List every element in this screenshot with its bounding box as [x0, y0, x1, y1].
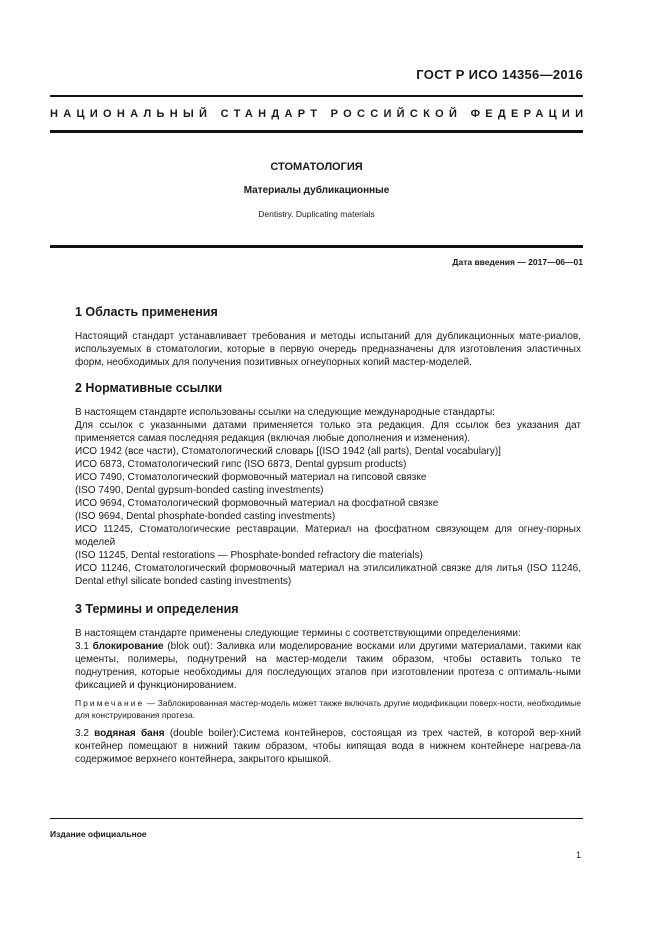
english-title: Dentistry. Duplicating materials — [258, 209, 375, 219]
document-title: СТОМАТОЛОГИЯ — [270, 161, 363, 173]
section-scope — [75, 305, 581, 369]
reference-line: ИСО 1942 (все части), Стоматологический словарь [(ISO 1942 (all parts), Dental vocabulary)] — [75, 446, 501, 457]
reference-line: ИСО 11246, Стоматологический формовочный материал на этилсиликатной связке для литья (ISO 11246, Dental ethyl silicate bonded casting investments) — [75, 563, 581, 587]
term-name: блокирование — [92, 641, 164, 652]
reference-line: ИСО 11245, Стоматологические реставрации. Материал на фосфатном связующем для огнеу-порных моделей — [75, 524, 581, 548]
reference-line: ИСО 9694, Стоматологический формовочный материал на фосфатной связке — [75, 498, 439, 509]
reference-line: (ISO 7490, Dental gypsum-bonded casting investments) — [75, 485, 324, 496]
introduction-date: Дата введения — 2017—06—01 — [452, 257, 583, 267]
section-heading: 1 Область применения — [75, 305, 218, 319]
section-references — [75, 381, 581, 588]
reference-line: ИСО 6873, Стоматологический гипс (ISO 6873, Dental gypsum products) — [75, 459, 407, 470]
reference-line: ИСО 7490, Стоматологический формовочный материал на гипсовой связке — [75, 472, 427, 483]
page-number: 1 — [575, 850, 581, 860]
term-name: водяная баня — [94, 728, 165, 739]
term-note — [75, 697, 581, 721]
national-standard-banner: НАЦИОНАЛЬНЫЙ СТАНДАРТ РОССИЙСКОЙ ФЕДЕРАЦИИ — [50, 108, 589, 120]
edition-label: Издание официальное — [50, 829, 147, 839]
document-subtitle: Материалы дубликационные — [243, 185, 390, 196]
term-number: 3.2 — [75, 728, 89, 739]
reference-line: В настоящем стандарте использованы ссылки на следующие международные стандарты: — [75, 407, 495, 418]
footer-rule — [50, 818, 583, 819]
note-text: — Заблокированная мастер-модель может также включать другие модификации поверх-ности, необходимые для конструирования протеза. — [75, 698, 581, 720]
term-definition — [75, 640, 581, 692]
reference-line: (ISO 11245, Dental restorations — Phosphate-bonded refractory die materials) — [75, 550, 423, 561]
document-body — [75, 305, 581, 766]
term-definition — [75, 727, 581, 766]
top-rule — [50, 95, 583, 97]
term-text: (double boiler):Система контейнеров, состоящая из трех частей, в которой вер-хний контейнер помещают в нижний таким образом, чтобы кипящая вода в нижнем контейнере нагрева-ла содержимое верхнего контейнера, закрытого крышкой. — [75, 728, 581, 765]
term-text: (blok out): Заливка или моделирование восками или другими материалами, такими как цементы, полимеры, поднутрений на мастер-модели таким образом, чтобы оставить только те поднутрения, которые необходимы для последующих этапов при изготовлении протеза с оптималь-ными фиксацией и функционированием. — [75, 641, 581, 691]
standard-code: ГОСТ Р ИСО 14356—2016 — [416, 67, 583, 82]
note-label: Примечание — [75, 698, 145, 708]
reference-line: Для ссылок с указанными датами применяется только эта редакция. Для ссылок без указания дат применяется самая последняя редакция (включая любые дополнения и изменения). — [75, 420, 581, 444]
section-paragraph: Настоящий стандарт устанавливает требования и методы испытаний для дубликационных мате-риалов, используемых в стоматологии, которые в первую очередь предназначены для изготовления эластичных форм, необходимых для получения позитивных огнеупорных копий мастер-моделей. — [75, 331, 581, 368]
title-rule — [50, 245, 583, 248]
section-terms — [75, 602, 581, 766]
banner-rule — [50, 130, 583, 133]
terms-intro: В настоящем стандарте применены следующие термины с соответствующими определениями: — [75, 628, 521, 639]
term-number: 3.1 — [75, 641, 89, 652]
section-heading: 2 Нормативные ссылки — [75, 381, 223, 395]
section-heading: 3 Термины и определения — [75, 602, 239, 616]
reference-line: (ISO 9694, Dental phosphate-bonded casting investments) — [75, 511, 336, 522]
